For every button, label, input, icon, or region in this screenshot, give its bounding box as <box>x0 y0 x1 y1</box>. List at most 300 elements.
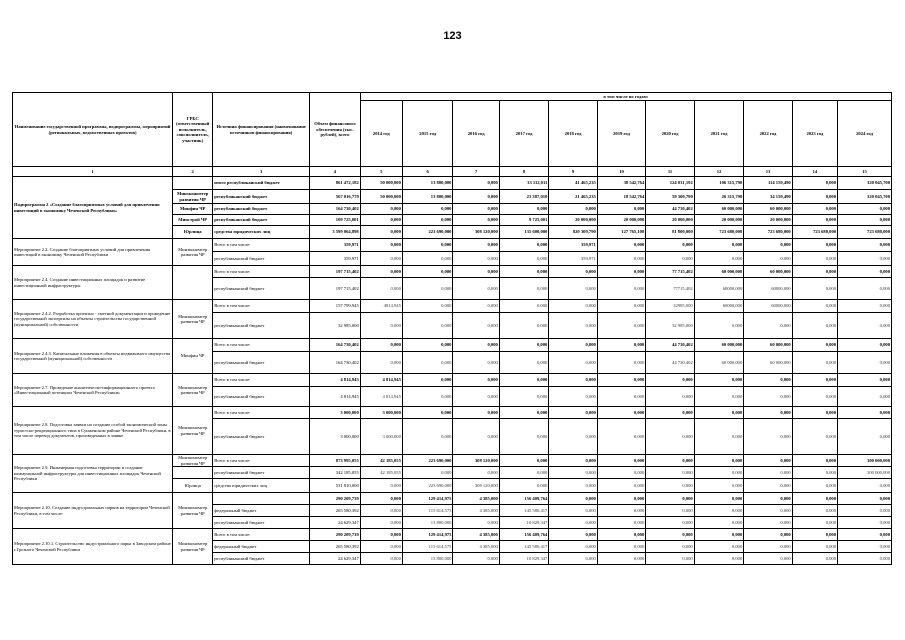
source-cell: республиканский бюджет <box>213 553 310 565</box>
year-value-cell: 0,000 <box>360 266 402 278</box>
year-value-cell: 0,000 <box>838 204 892 215</box>
program-name: Мероприятие 2.10. Создание индустриальных парков на территории Чеченской Республики, в том числе: <box>13 493 173 529</box>
year-value-cell: 0,000 <box>792 505 837 517</box>
year-value-cell: 0,000 <box>646 553 694 565</box>
year-value-cell: 0,000 <box>792 313 837 339</box>
year-value-cell: 60 000,000 <box>744 266 792 278</box>
source-cell: федеральный бюджет <box>213 541 310 553</box>
year-value-cell: 33 112,011 <box>499 177 549 190</box>
year-value-cell: 0,000 <box>792 300 837 313</box>
source-cell: Всего в том числе: <box>213 339 310 352</box>
year-value-cell: 0,000 <box>597 313 645 339</box>
year-value-cell: 300 000,000 <box>838 455 892 467</box>
year-value-cell: 0,000 <box>838 278 892 300</box>
program-name: Мероприятие 2.10.1. Строительство индустриального парка в Заводском районе г.Грозного Чеченской Республики <box>13 529 173 565</box>
source-cell: Всего в том числе: <box>213 455 310 467</box>
year-value-cell: 0,000 <box>744 239 792 252</box>
year-value-cell: 0,000 <box>549 493 597 505</box>
year-value-cell: 0,000 <box>792 387 837 407</box>
source-cell: итого республиканский бюджет <box>213 177 310 190</box>
total-cell: 164 730,402 <box>310 352 361 374</box>
year-value-cell: 0,000 <box>838 529 892 541</box>
year-value-cell: 44 730,402 <box>646 339 694 352</box>
year-value-cell: 0,000 <box>694 517 744 529</box>
year-value-cell: 0,000 <box>597 467 645 479</box>
grbs-cell: Минфин ЧР <box>173 204 213 215</box>
year-value-cell: 0,000 <box>792 374 837 387</box>
year-value-cell: 60000,000 <box>694 300 744 313</box>
year-value-cell: 0,000 <box>453 553 499 565</box>
year-value-cell: 0,000 <box>499 239 549 252</box>
column-number: 11 <box>646 167 694 177</box>
year-value-cell: 42 185,055 <box>360 455 402 467</box>
header-row <box>13 93 892 101</box>
year-value-cell: 0,000 <box>402 352 453 374</box>
year-value-cell: 156 409,764 <box>499 493 549 505</box>
year-value-cell: 0,000 <box>499 352 549 374</box>
year-value-cell: 0,000 <box>646 374 694 387</box>
year-value-cell: 0,000 <box>694 239 744 252</box>
year-value-cell: 20 000,000 <box>549 215 597 226</box>
source-cell: республиканский бюджет <box>213 278 310 300</box>
col-header-year: 2023 год <box>792 101 837 167</box>
grbs-cell: Минэкономтер развития ЧР <box>173 374 213 407</box>
year-value-cell: 0,000 <box>646 479 694 493</box>
grbs-cell: Юрлица <box>173 479 213 493</box>
year-value-cell: 0,000 <box>549 505 597 517</box>
year-value-cell: 0,000 <box>549 419 597 455</box>
table-row <box>13 300 892 313</box>
total-cell: 567 016,779 <box>310 190 361 204</box>
source-cell: республиканский бюджет <box>213 467 310 479</box>
year-value-cell: 0,000 <box>838 252 892 266</box>
year-value-cell: 0,000 <box>597 455 645 467</box>
total-cell: 873 995,055 <box>310 455 361 467</box>
year-value-cell: 0,000 <box>360 278 402 300</box>
year-value-cell: 0,000 <box>549 374 597 387</box>
source-cell: республиканский бюджет <box>213 387 310 407</box>
year-value-cell: 0,000 <box>360 553 402 565</box>
year-value-cell: 77 715,402 <box>646 266 694 278</box>
column-number: 2 <box>173 167 213 177</box>
year-value-cell: 115 614,575 <box>402 505 453 517</box>
year-value-cell: 0,000 <box>744 313 792 339</box>
year-value-cell: 13 800,000 <box>402 177 453 190</box>
year-value-cell: 0,000 <box>499 387 549 407</box>
year-value-cell: 0,000 <box>402 387 453 407</box>
year-value-cell: 0,000 <box>453 215 499 226</box>
year-value-cell: 0,000 <box>597 300 645 313</box>
table-row <box>13 177 892 190</box>
year-value-cell: 60 000,000 <box>694 266 744 278</box>
total-cell: 861 472,182 <box>310 177 361 190</box>
source-cell: республиканский бюджет <box>213 215 310 226</box>
year-value-cell: 0,000 <box>694 419 744 455</box>
year-value-cell: 0,000 <box>792 177 837 190</box>
total-cell: 4 814,945 <box>310 374 361 387</box>
year-value-cell: 32985,000 <box>646 300 694 313</box>
year-value-cell: 0,000 <box>744 387 792 407</box>
year-value-cell: 223 690,000 <box>402 455 453 467</box>
table-row <box>13 266 892 278</box>
year-value-cell: 77715,402 <box>646 278 694 300</box>
year-value-cell: 44 730,402 <box>646 352 694 374</box>
column-number: 7 <box>453 167 499 177</box>
year-value-cell: 0,000 <box>453 352 499 374</box>
year-value-cell: 0,000 <box>597 553 645 565</box>
year-value-cell: 0,000 <box>792 215 837 226</box>
year-value-cell: 0,000 <box>838 266 892 278</box>
year-value-cell: 0,000 <box>360 493 402 505</box>
year-value-cell: 0,000 <box>597 505 645 517</box>
year-value-cell: 34 159,490 <box>744 190 792 204</box>
year-value-cell: 0,000 <box>694 407 744 419</box>
year-value-cell: 0,000 <box>499 266 549 278</box>
year-value-cell: 0,000 <box>597 541 645 553</box>
year-value-cell: 60000,000 <box>744 278 792 300</box>
year-value-cell: 0,000 <box>792 419 837 455</box>
total-cell: 265 580,392 <box>310 505 361 517</box>
year-value-cell: 41 465,235 <box>549 177 597 190</box>
year-value-cell: 0,000 <box>792 266 837 278</box>
source-cell: Всего в том числе: <box>213 407 310 419</box>
col-header-year: 2016 год <box>453 101 499 167</box>
total-cell: 359,971 <box>310 252 361 266</box>
year-value-cell: 0,000 <box>838 553 892 565</box>
table-row <box>13 455 892 467</box>
year-value-cell: 0,000 <box>694 374 744 387</box>
year-value-cell: 0,000 <box>838 374 892 387</box>
column-number: 8 <box>499 167 549 177</box>
year-value-cell: 60000,000 <box>744 300 792 313</box>
year-value-cell: 0,000 <box>646 467 694 479</box>
year-value-cell: 0,000 <box>549 300 597 313</box>
year-value-cell: 59 300,790 <box>646 190 694 204</box>
grbs-cell: Минстрой ЧР <box>173 215 213 226</box>
year-value-cell: 0,000 <box>646 493 694 505</box>
year-value-cell: 0,000 <box>792 553 837 565</box>
source-cell: республиканский бюджет <box>213 517 310 529</box>
col-header-year: 2022 год <box>744 101 792 167</box>
column-number: 15 <box>838 167 892 177</box>
year-value-cell: 4 814,945 <box>360 387 402 407</box>
page-number: 123 <box>443 30 462 42</box>
year-value-cell: 0,000 <box>499 479 549 493</box>
year-value-cell: 0,000 <box>499 407 549 419</box>
year-value-cell: 60 000,000 <box>694 339 744 352</box>
year-value-cell: 0,000 <box>499 300 549 313</box>
year-value-cell: 0,000 <box>744 553 792 565</box>
source-cell: Всего в том числе: <box>213 266 310 278</box>
year-value-cell: 3 000,000 <box>360 407 402 419</box>
year-value-cell: 0,000 <box>838 339 892 352</box>
year-value-cell: 0,000 <box>694 479 744 493</box>
year-value-cell: 0,000 <box>792 352 837 374</box>
year-value-cell: 0,000 <box>360 339 402 352</box>
year-value-cell: 42 185,055 <box>360 467 402 479</box>
year-value-cell: 0,000 <box>597 374 645 387</box>
year-value-cell: 0,000 <box>549 541 597 553</box>
year-value-cell: 0,000 <box>402 313 453 339</box>
total-cell: 197 715,402 <box>310 266 361 278</box>
year-value-cell: 0,000 <box>453 339 499 352</box>
year-value-cell: 50 000,000 <box>360 190 402 204</box>
grbs-cell: Минэкономтер развития ЧР <box>173 529 213 565</box>
year-value-cell: 820 309,790 <box>549 226 597 239</box>
year-value-cell: 359,971 <box>549 252 597 266</box>
total-cell: 4 814,945 <box>310 387 361 407</box>
year-value-cell: 0,000 <box>597 493 645 505</box>
year-value-cell: 0,000 <box>360 215 402 226</box>
year-value-cell: 0,000 <box>792 339 837 352</box>
year-value-cell: 0,000 <box>646 387 694 407</box>
grbs-cell <box>173 266 213 300</box>
year-value-cell: 0,000 <box>744 419 792 455</box>
grbs-cell: Минэкономтер развития ЧР <box>173 239 213 266</box>
total-cell: 359,971 <box>310 239 361 252</box>
total-cell: 265 580,392 <box>310 541 361 553</box>
year-value-cell: 0,000 <box>792 467 837 479</box>
year-value-cell: 0,000 <box>744 455 792 467</box>
total-cell: 24 629,347 <box>310 517 361 529</box>
year-value-cell: 60000,000 <box>694 278 744 300</box>
grbs-cell: Минэкономтер развития ЧР <box>173 190 213 204</box>
year-value-cell: 13 800,000 <box>402 517 453 529</box>
program-name: Мероприятие 2.8. Подготовка заявки на создание особой экономической зоны туристско-рекреационного типа в Сунженском районе Чеченской Республики, в том числе перевод документов, произведенных в заявке <box>13 407 173 455</box>
grbs-cell: Минэкономтер развития ЧР <box>173 407 213 455</box>
budget-table <box>12 92 892 565</box>
year-value-cell: 26 315,790 <box>694 190 744 204</box>
year-value-cell: 145 580,417 <box>499 541 549 553</box>
program-name: Мероприятие 2.9. Инженерная подготовка территории и создание коммунальной инфраструктуры для инвестиционных площадок Чеченской Республики <box>13 455 173 493</box>
year-value-cell: 115 614,575 <box>402 541 453 553</box>
year-value-cell: 0,000 <box>792 541 837 553</box>
column-number: 5 <box>360 167 402 177</box>
year-value-cell: 0,000 <box>838 541 892 553</box>
year-value-cell: 0,000 <box>360 252 402 266</box>
year-value-cell: 320 045,700 <box>838 177 892 190</box>
grbs-cell: Минфин ЧР <box>173 339 213 374</box>
year-value-cell: 223 690,000 <box>402 479 453 493</box>
year-value-cell: 0,000 <box>838 215 892 226</box>
year-value-cell: 0,000 <box>360 505 402 517</box>
program-name: Мероприятие 2.4.3. Капитальные вложения в объекты недвижимого имущества государственной (муниципальной) собственности <box>13 339 173 374</box>
year-value-cell: 0,000 <box>360 226 402 239</box>
source-cell: республиканский бюджет <box>213 252 310 266</box>
year-value-cell: 0,000 <box>838 313 892 339</box>
year-value-cell: 0,000 <box>549 387 597 407</box>
year-value-cell: 0,000 <box>402 278 453 300</box>
table-row <box>13 374 892 387</box>
total-cell: 290 209,739 <box>310 529 361 541</box>
year-value-cell: 0,000 <box>453 177 499 190</box>
year-value-cell: 0,000 <box>838 419 892 455</box>
grbs-cell: Минэкономтер развития ЧР <box>173 493 213 529</box>
year-value-cell: 0,000 <box>453 517 499 529</box>
year-value-cell: 0,000 <box>597 352 645 374</box>
year-value-cell: 359,971 <box>549 239 597 252</box>
year-value-cell: 4 385,000 <box>453 529 499 541</box>
program-name: Мероприятие 2.4.2. Разработка проектно - сметной документации и проведение государственной экспертизы на объекты строительства государственной (муниципальной) собственности <box>13 300 173 339</box>
year-value-cell: 0,000 <box>402 215 453 226</box>
year-value-cell: 0,000 <box>360 517 402 529</box>
year-value-cell: 23 387,010 <box>499 190 549 204</box>
year-value-cell: 0,000 <box>744 467 792 479</box>
year-value-cell: 0,000 <box>549 266 597 278</box>
year-value-cell: 60 000,000 <box>694 204 744 215</box>
year-value-cell: 0,000 <box>453 239 499 252</box>
year-value-cell: 0,000 <box>792 239 837 252</box>
year-value-cell: 145 580,417 <box>499 505 549 517</box>
year-value-cell: 60 000,000 <box>744 352 792 374</box>
year-value-cell: 0,000 <box>694 529 744 541</box>
year-value-cell: 0,000 <box>360 529 402 541</box>
table-row <box>13 529 892 541</box>
table-row <box>13 239 892 252</box>
total-cell: 342 185,055 <box>310 467 361 479</box>
year-value-cell: 0,000 <box>744 252 792 266</box>
year-value-cell: 4 385,000 <box>453 541 499 553</box>
year-value-cell: 0,000 <box>597 278 645 300</box>
year-value-cell: 0,000 <box>360 479 402 493</box>
year-value-cell: 0,000 <box>402 239 453 252</box>
column-number: 6 <box>402 167 453 177</box>
col-header-year: 2018 год <box>549 101 597 167</box>
total-cell: 164 730,402 <box>310 339 361 352</box>
table-row <box>13 493 892 505</box>
year-value-cell: 0,000 <box>360 352 402 374</box>
year-value-cell: 0,000 <box>549 204 597 215</box>
year-value-cell: 13 800,000 <box>402 190 453 204</box>
total-cell: 24 629,347 <box>310 553 361 565</box>
year-value-cell: 0,000 <box>646 455 694 467</box>
year-value-cell: 0,000 <box>597 387 645 407</box>
year-value-cell: 20 000,000 <box>646 215 694 226</box>
program-name: Подпрограмма 2 «Создание благоприятных условий для привлечения инвестиций в экономику Чеченской Республики» <box>13 177 173 239</box>
year-value-cell: 0,000 <box>646 529 694 541</box>
year-value-cell: 0,000 <box>792 493 837 505</box>
year-value-cell: 0,000 <box>646 239 694 252</box>
year-value-cell: 0,000 <box>646 505 694 517</box>
program-name: Мероприятие 2.7. Проведение аналитическо-информационного проекта «Инвестиционный потенциал Чеченской Республики» <box>13 374 173 407</box>
col-header-total: Объем финансового обеспечения (тыс. рублей), всего <box>310 93 361 167</box>
year-value-cell: 0,000 <box>453 387 499 407</box>
year-value-cell: 0,000 <box>838 239 892 252</box>
table-row <box>13 339 892 352</box>
year-value-cell: 0,000 <box>646 541 694 553</box>
year-value-cell: 0,000 <box>838 505 892 517</box>
total-cell: 109 725,001 <box>310 215 361 226</box>
source-cell: Всего в том числе: <box>213 529 310 541</box>
column-numbers-row <box>13 167 892 177</box>
year-value-cell: 0,000 <box>499 467 549 479</box>
year-value-cell: 723 680,000 <box>694 226 744 239</box>
year-value-cell: 0,000 <box>646 419 694 455</box>
source-cell: республиканский бюджет <box>213 190 310 204</box>
year-value-cell: 0,000 <box>792 455 837 467</box>
year-value-cell: 21 465,235 <box>549 190 597 204</box>
year-value-cell: 0,000 <box>646 252 694 266</box>
year-value-cell: 0,000 <box>549 517 597 529</box>
year-value-cell: 0,000 <box>744 407 792 419</box>
year-value-cell: 0,000 <box>453 407 499 419</box>
year-value-cell: 0,000 <box>597 266 645 278</box>
year-value-cell: 0,000 <box>597 204 645 215</box>
total-cell: 3 599 064,898 <box>310 226 361 239</box>
col-header-year: 2014 год <box>360 101 402 167</box>
year-value-cell: 0,000 <box>402 419 453 455</box>
year-value-cell: 0,000 <box>360 313 402 339</box>
year-value-cell: 0,000 <box>453 190 499 204</box>
year-value-cell: 0,000 <box>453 419 499 455</box>
year-value-cell: 0,000 <box>744 529 792 541</box>
source-cell: Всего в том числе: <box>213 374 310 387</box>
year-value-cell: 0,000 <box>694 553 744 565</box>
column-number: 1 <box>13 167 173 177</box>
total-cell: 197 715,402 <box>310 278 361 300</box>
year-value-cell: 0,000 <box>453 252 499 266</box>
year-value-cell: 0,000 <box>453 313 499 339</box>
year-value-cell: 0,000 <box>646 517 694 529</box>
year-value-cell: 127 765,108 <box>597 226 645 239</box>
col-header-year: 2024 год <box>838 101 892 167</box>
year-value-cell: 124 031,192 <box>646 177 694 190</box>
year-value-cell: 0,000 <box>744 541 792 553</box>
year-value-cell: 0,000 <box>402 266 453 278</box>
column-number: 3 <box>213 167 310 177</box>
col-header-by-years: в том числе по годам: <box>360 93 891 101</box>
source-cell: Всего в том числе: <box>213 239 310 252</box>
program-name: Мероприятие 2.2. Создание благоприятных условий для привлечения инвестиций в экономику Чеченской Республики <box>13 239 173 266</box>
year-value-cell: 0,000 <box>792 204 837 215</box>
year-value-cell: 10 829,347 <box>499 553 549 565</box>
year-value-cell: 723 680,000 <box>838 226 892 239</box>
column-number: 14 <box>792 167 837 177</box>
year-value-cell: 0,000 <box>360 239 402 252</box>
source-cell: федеральный бюджет <box>213 505 310 517</box>
col-header-source: Источник финансирования (наименование источников финансирования) <box>213 93 310 167</box>
year-value-cell: 0,000 <box>549 339 597 352</box>
year-value-cell: 0,000 <box>402 339 453 352</box>
year-value-cell: 0,000 <box>499 419 549 455</box>
year-value-cell: 60 000,000 <box>744 204 792 215</box>
year-value-cell: 0,000 <box>499 374 549 387</box>
year-value-cell: 0,000 <box>792 252 837 266</box>
column-number: 13 <box>744 167 792 177</box>
source-cell: республиканский бюджет <box>213 313 310 339</box>
year-value-cell: 4 385,000 <box>453 493 499 505</box>
grbs-cell <box>173 177 213 190</box>
year-value-cell: 18 542,764 <box>597 190 645 204</box>
year-value-cell: 0,000 <box>792 517 837 529</box>
year-value-cell: 0,000 <box>402 407 453 419</box>
year-value-cell: 0,000 <box>499 278 549 300</box>
year-value-cell: 0,000 <box>694 387 744 407</box>
program-name: Мероприятие 2.4. Создание инвестиционных площадок и развитие инвестиционной инфраструктуры <box>13 266 173 300</box>
year-value-cell: 223 690,000 <box>402 226 453 239</box>
total-cell: 157 799,945 <box>310 300 361 313</box>
year-value-cell: 0,000 <box>694 541 744 553</box>
year-value-cell: 0,000 <box>694 252 744 266</box>
total-cell: 32 985,000 <box>310 313 361 339</box>
year-value-cell: 0,000 <box>838 352 892 374</box>
year-value-cell: 0,000 <box>838 517 892 529</box>
year-value-cell: 0,000 <box>792 278 837 300</box>
col-header-name: Наименование государственной программы, подпрограммы, мероприятий (региональных, ведомственных проектов) <box>13 93 173 167</box>
source-cell: республиканский бюджет <box>213 419 310 455</box>
year-value-cell: 0,000 <box>838 479 892 493</box>
year-value-cell: 0,000 <box>453 300 499 313</box>
